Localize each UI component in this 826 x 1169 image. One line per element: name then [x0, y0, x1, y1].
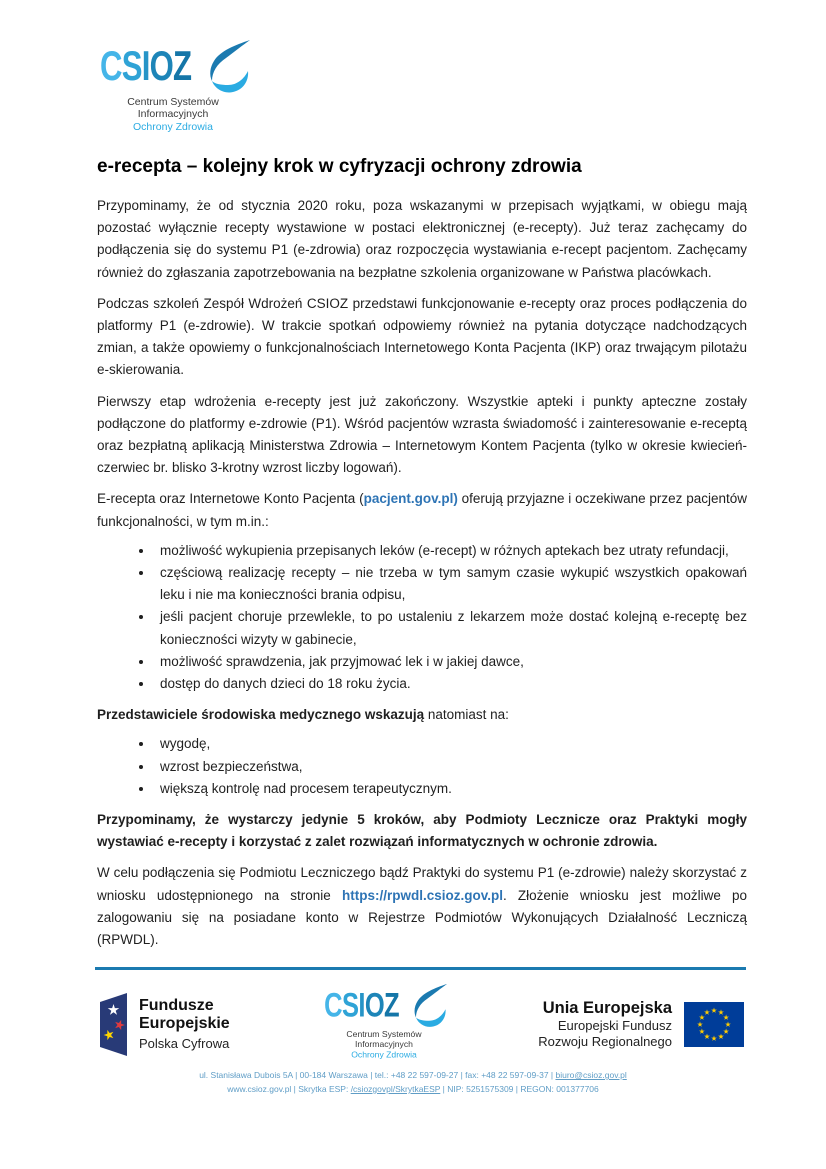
paragraph-7 [97, 862, 747, 951]
fe-line-2: Europejskie [139, 1015, 230, 1032]
csioz-swoosh-icon [202, 40, 252, 94]
rpwdl-link[interactable]: https://rpwdl.csioz.gov.pl [341, 887, 503, 903]
page-title: e-recepta – kolejny krok w cyfryzacji ochrony zdrowia [97, 156, 582, 177]
list-item: • częściową realizację recepty – nie trzeba w tym samym czasie wykupić wszystkich opakowań leku i nie ma konieczności brania odpisu, [154, 562, 747, 606]
contact-line-1 [0, 1068, 826, 1082]
medical-community-list [97, 733, 747, 800]
paragraph-4-text-2: oferują przyjazne i oczekiwane przez pacjentów funkcjonalności, w tym m.in.: [97, 491, 747, 529]
csioz-subtitle-2: Ochrony Zdrowia [351, 1050, 417, 1061]
csioz-subtitle-1: Centrum Systemów Informacyjnych [346, 1029, 422, 1050]
csioz-swoosh-icon [408, 984, 449, 1028]
csioz-wordmark: CSIOZ [324, 985, 399, 1024]
fe-line-3: Polska Cyfrowa [139, 1036, 230, 1051]
eu-flag-icon [684, 1002, 744, 1047]
eu-logo-text [538, 999, 672, 1050]
pacjent-gov-pl-link[interactable]: pacjent.gov.pl) [363, 491, 458, 507]
paragraph-7-text-2: . Złożenie wniosku jest możliwe po zalogowaniu się na posiadane konto w Rejestrze Podmiotów Wykonujących Działalność Leczniczą (RPWDL). [97, 887, 747, 948]
paragraph-5-bold: Przedstawiciele środowiska medycznego wskazują [97, 707, 425, 723]
email-link[interactable]: biuro@csioz.gov.pl [555, 1070, 627, 1080]
footer-contact [0, 1068, 826, 1096]
fe-line-1: Fundusze [139, 997, 214, 1014]
patient-benefits-list [97, 540, 747, 695]
esp-link[interactable]: /csiozgovpl/SkrytkaESP [350, 1084, 441, 1094]
footer-divider [95, 967, 746, 970]
eu-line-3: Rozwoju Regionalnego [538, 1033, 672, 1049]
csioz-logo-header [100, 42, 246, 133]
csioz-logo-footer [324, 985, 444, 1061]
eu-line-2: Europejski Fundusz [557, 1017, 672, 1033]
paragraph-1: Przypominamy, że od stycznia 2020 roku, poza wskazanymi w przepisach wyjątkami, w obiegu mają pozostać wyłącznie recepty wystawione w postaci elektronicznej (e-recepty). Już teraz zachęcamy do podłączenia się do systemu P1 (e-zdrowia) oraz rozpoczęcia wystawiania e-recept pacjentom. Zachęcamy również do zgłaszania zapotrzebowania na bezpłatne szkolenia organizowane w Państwa placówkach. [97, 198, 747, 280]
list-item: • wygodę, [154, 733, 747, 755]
list-item: • większą kontrolę nad procesem terapeutycznym. [154, 778, 747, 800]
paragraph-3: Pierwszy etap wdrożenia e-recepty jest już zakończony. Wszystkie apteki i punkty apteczne zostały podłączone do platformy e-zdrowie (P1). Wśród pacjentów wzrasta świadomość i zainteresowanie e-receptą oraz bezpłatną aplikacją Ministerstwa Zdrowia – Internetowym Kontem Pacjenta (tylko w okresie kwiecień-czerwiec br. blisko 3-krotny wzrost liczby logowań). [97, 393, 747, 476]
list-item: • możliwość sprawdzenia, jak przyjmować lek i w jakiej dawce, [154, 651, 747, 673]
csioz-subtitle-1: Centrum Systemów Informacyjnych [127, 96, 219, 120]
document-content [97, 156, 747, 956]
paragraph-2: Podczas szkoleń Zespół Wdrożeń CSIOZ przedstawi funkcjonowanie e-recepty oraz proces podłączenia do platformy P1 (e-zdrowie). W trakcie spotkań odpowiemy również na pytania dotyczące nadchodzących zmian, a także opowiemy o funkcjonalnościach Internetowego Konta Pacjenta (IKP) oraz trwającym pilotażu e-skierowania. [97, 295, 747, 378]
fundusze-europejskie-logo [100, 993, 230, 1056]
csioz-subtitle-2: Ochrony Zdrowia [133, 121, 213, 133]
contact-address-text: ul. Stanisława Dubois 5A | 00-184 Warszawa | tel.: +48 22 597-09-27 | fax: +48 22 597-09-37 | [199, 1070, 556, 1080]
contact-ids-text: | NIP: 5251575309 | REGON: 001377706 [440, 1084, 599, 1094]
paragraph-7-text: W celu podłączenia się Podmiotu Leczniczego bądź Praktyki do systemu P1 (e-zdrowie) należy skorzystać z wniosku udostępnionego na stronie [97, 865, 747, 903]
eu-line-1: Unia Europejska [542, 998, 672, 1017]
paragraph-6: Przypominamy, że wystarczy jedynie 5 kroków, aby Podmioty Lecznicze oraz Praktyki mogły wystawiać e-recepty i korzystać z zalet rozwiązań informatycznych w ochronie zdrowia. [97, 812, 747, 850]
footer-logos-row [0, 985, 826, 1061]
paragraph-4-text: E-recepta oraz Internetowe Konto Pacjenta ( [97, 491, 364, 507]
paragraph-5-rest: natomiast na: [424, 707, 509, 723]
contact-line-2 [0, 1082, 826, 1096]
list-item: • wzrost bezpieczeństwa, [154, 756, 747, 778]
paragraph-4 [97, 488, 747, 532]
contact-web-text: www.csioz.gov.pl | Skrytka ESP: [227, 1084, 351, 1094]
csioz-wordmark: CSIOZ [100, 42, 192, 89]
fe-flag-icon [100, 993, 127, 1056]
list-item: • jeśli pacjent choruje przewlekle, to po ustaleniu z lekarzem może dostać kolejną e-receptę bez konieczności wizyty w gabinecie, [154, 606, 747, 650]
paragraph-5 [97, 704, 747, 726]
unia-europejska-logo [538, 999, 744, 1050]
list-item: • dostęp do danych dzieci do 18 roku życia. [154, 673, 747, 695]
list-item: • możliwość wykupienia przepisanych leków (e-recept) w różnych aptekach bez utraty refundacji, [154, 540, 747, 562]
fe-logo-text [139, 997, 230, 1051]
